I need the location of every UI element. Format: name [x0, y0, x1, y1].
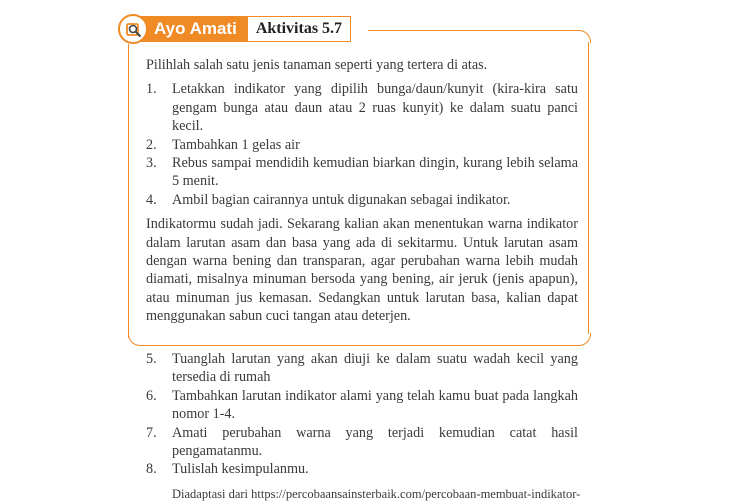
step-number: 5. [146, 351, 157, 367]
step-text: Tambahkan larutan indikator alami yang telah kamu buat pada langkah nomor 1-4. [172, 387, 578, 423]
list-item [146, 136, 578, 154]
list-item [146, 387, 578, 424]
source-citation: Diadaptasi dari https://percobaansainsterbaik.com/percobaan-membuat-indikator- [172, 487, 581, 501]
activity-label: Aktivitas 5.7 [247, 16, 351, 42]
box-border-right [588, 42, 589, 334]
step-text: Rebus sampai mendidih kemudian biarkan dingin, kurang lebih selama 5 menit. [172, 155, 578, 190]
list-item [146, 154, 578, 191]
list-item [146, 350, 578, 387]
step-text: Tambahkan 1 gelas air [172, 136, 300, 153]
step-number: 4. [146, 191, 157, 208]
step-number: 3. [146, 155, 157, 172]
activity-header [118, 14, 351, 44]
step-text: Tulislah kesimpulanmu. [172, 461, 309, 478]
indicator-paragraph: Indikatormu sudah jadi. Sekarang kalian akan menentukan warna indikator dalam larutan asam dan basa yang ada di sekitarmu. Untuk larutan asam dengan warna bening dan transparan, agar perubahan warna lebih mudah diamati, misalnya minuman bersoda yang bening, air jeruk (jenis apapun), atau minuman jus kemasan. Sedangkan untuk larutan basa, kalian dapat menggunakan sabun cuci tangan atau deterjen. [146, 216, 578, 325]
step-number: 1. [146, 81, 157, 98]
box-border-top [368, 30, 591, 43]
list-item [146, 80, 578, 135]
step-text: Ambil bagian cairannya untuk digunakan sebagai indikator. [172, 191, 511, 208]
step-number: 6. [146, 387, 157, 404]
intro-text: Pilihlah salah satu jenis tanaman seperti yang tertera di atas. [146, 57, 488, 73]
step-text: Amati perubahan warna yang terjadi kemudian catat hasil pengamatanmu. [172, 424, 578, 460]
steps-list-continued [146, 350, 578, 479]
list-item [146, 424, 578, 461]
box-border-bottom [128, 333, 591, 346]
step-number: 2. [146, 136, 157, 153]
step-text: Tuanglah larutan yang akan diuji ke dalam suatu wadah kecil yang tersedia di rumah [172, 351, 578, 386]
step-number: 8. [146, 461, 157, 478]
magnifier-icon [118, 14, 148, 44]
list-item [146, 460, 578, 478]
activity-box-content [146, 56, 578, 332]
box-border-left [128, 44, 129, 338]
section-label: Ayo Amati [140, 16, 247, 42]
step-number: 7. [146, 424, 157, 441]
steps-list [146, 80, 578, 209]
step-text: Letakkan indikator yang dipilih bunga/daun/kunyit (kira-kira satu gengam bunga atau daun atau 2 ruas kunyit) ke dalam suatu panci kecil. [172, 81, 578, 135]
list-item [146, 191, 578, 209]
